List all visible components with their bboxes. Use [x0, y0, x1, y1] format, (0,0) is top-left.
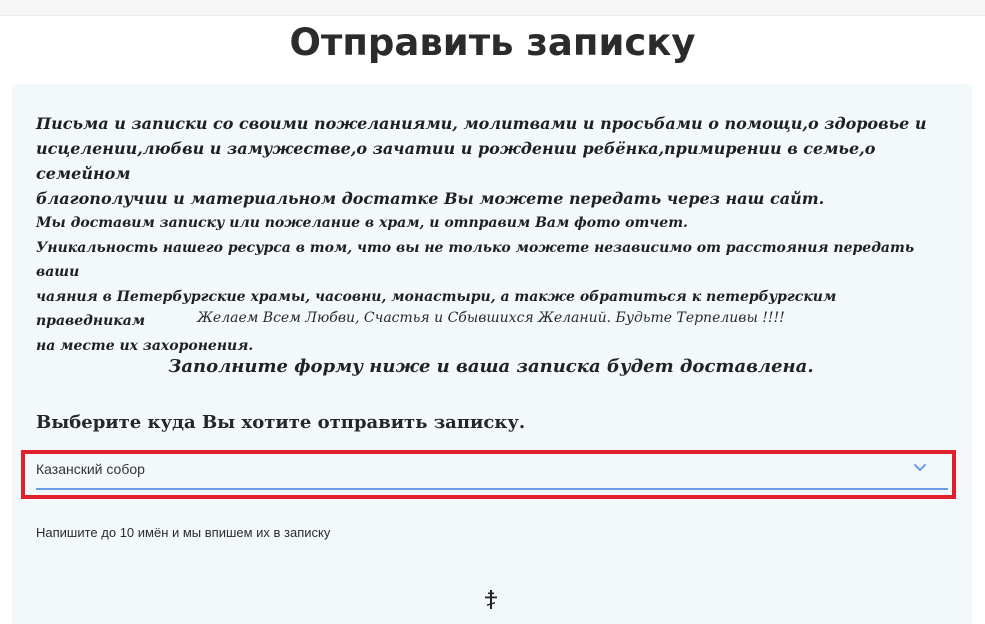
destination-label: Выберите куда Вы хотите отправить записку.: [36, 412, 526, 433]
destination-select-value: Казанский собор: [36, 461, 145, 477]
destination-select[interactable]: [36, 455, 948, 490]
fill-form-heading: Заполните форму ниже и ваша записка будет доставлена.: [168, 356, 814, 377]
notes-line: на месте их захоронения.: [36, 337, 254, 354]
page-title: Отправить записку: [289, 21, 696, 64]
intro-line: Письма и записки со своими пожеланиями, молитвами и просьбами о помощи,о здоровье и: [36, 114, 927, 133]
wish-text: Желаем Всем Любви, Счастья и Сбывшихся Желаний. Будьте Терпеливы !!!!: [197, 310, 785, 326]
orthodox-cross-icon: [484, 590, 498, 609]
intro-line: благополучии и материальном достатке Вы можете передать через наш сайт.: [36, 189, 825, 208]
notes-line: чаяния в Петербургские храмы, часовни, монастыри, а также обратиться к петербургским праведникам: [36, 288, 837, 329]
names-label: Напишите до 10 имён и мы впишем их в записку: [36, 525, 331, 540]
notes-line: Мы доставим записку или пожелание в храм, и отправим Вам фото отчет.: [36, 215, 688, 231]
top-bar: [0, 0, 985, 16]
notes-text: [36, 211, 936, 358]
chevron-down-icon[interactable]: [912, 459, 928, 475]
notes-line: Уникальность нашего ресурса в том, что вы не только можете независимо от расстояния передать ваши: [36, 239, 915, 280]
intro-line: исцелении,любви и замужестве,о зачатии и рождении ребёнка,примирении в семье,о семейном: [36, 139, 876, 183]
intro-text: [36, 111, 936, 211]
